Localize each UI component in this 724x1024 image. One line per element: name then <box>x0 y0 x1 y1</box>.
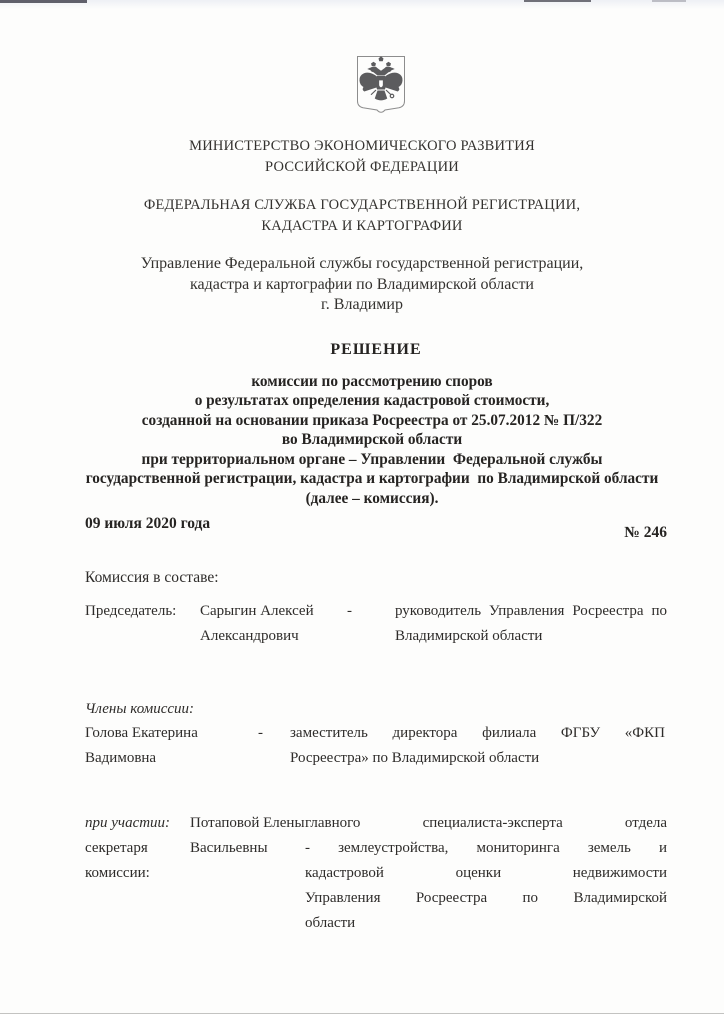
document-date: 09 июля 2020 года <box>85 515 211 532</box>
subtitle-line: при территориальном органе – Управлении Федеральной службы <box>141 450 603 468</box>
subtitle-line: во Владимирской области <box>281 431 463 448</box>
secretary-name: Потаповой Елены Васильевны <box>190 815 305 856</box>
ministry-line: МИНИСТЕРСТВО ЭКОНОМИЧЕСКОГО РАЗВИТИЯ <box>189 138 535 154</box>
regional-office-header <box>0 254 724 316</box>
chairman-role: руководитель Управления Росреестра по Владимирской области <box>395 603 667 644</box>
scan-edge-artifact <box>0 0 87 3</box>
scan-edge-tint <box>0 0 724 9</box>
subtitle-line: созданной на основании приказа Росреестра от 25.07.2012 № П/322 <box>141 411 603 429</box>
document-title: РЕШЕНИЕ <box>330 340 422 358</box>
members-heading: Члены комиссии: <box>85 701 195 717</box>
separator-dash: - <box>347 603 352 619</box>
office-line: кадастра и картографии по Владимирской области <box>189 275 534 293</box>
subtitle-line: государственной регистрации, кадастра и картографии по Владимирской области <box>85 470 659 487</box>
member-name: Голова Екатерина Вадимовна <box>85 725 198 766</box>
scan-edge-artifact <box>652 0 686 2</box>
chairman-label: Председатель: <box>85 603 177 619</box>
service-line: КАДАСТРА И КАРТОГРАФИИ <box>261 218 463 234</box>
secretary-row <box>85 811 724 936</box>
chairman-row <box>85 599 724 649</box>
document-subtitle <box>10 372 724 509</box>
scan-background <box>0 1014 724 1024</box>
scan-edge-artifact <box>524 0 591 2</box>
secretary-role: главного специалиста-эксперта отдела - землеустройства, мониторинга земель и кадастровой оценки недвижимости Управления Росреестра по Владимирской области <box>305 815 667 931</box>
separator-dash: - <box>258 725 263 741</box>
office-city: г. Владимир <box>321 296 403 313</box>
subtitle-line: (далее – комиссия). <box>305 489 439 507</box>
chairman-name: Сарыгин Алексей Александрович <box>200 603 314 644</box>
member-role: заместитель директора филиала ФГБУ «ФКП Росреестра» по Владимирской области <box>290 725 665 766</box>
date-number-row <box>85 515 667 542</box>
service-line: ФЕДЕРАЛЬНАЯ СЛУЖБА ГОСУДАРСТВЕННОЙ РЕГИСТРАЦИИ, <box>143 197 581 213</box>
ministry-line: РОССИЙСКОЙ ФЕДЕРАЦИИ <box>265 159 459 175</box>
secretary-label: при участии: секретаря комиссии: <box>85 815 171 881</box>
subtitle-line: о результатах определения кадастровой стоимости, <box>194 392 550 409</box>
subtitle-line: комиссии по рассмотрению споров <box>251 372 493 390</box>
document-number: № 246 <box>624 524 667 541</box>
composition-heading: Комиссия в составе: <box>85 569 219 586</box>
member-row <box>85 721 724 771</box>
office-line: Управление Федеральной службы государственной регистрации, <box>140 255 584 272</box>
russia-coat-of-arms-icon <box>354 54 408 118</box>
federal-service-header <box>0 195 724 237</box>
ministry-header <box>0 136 724 178</box>
